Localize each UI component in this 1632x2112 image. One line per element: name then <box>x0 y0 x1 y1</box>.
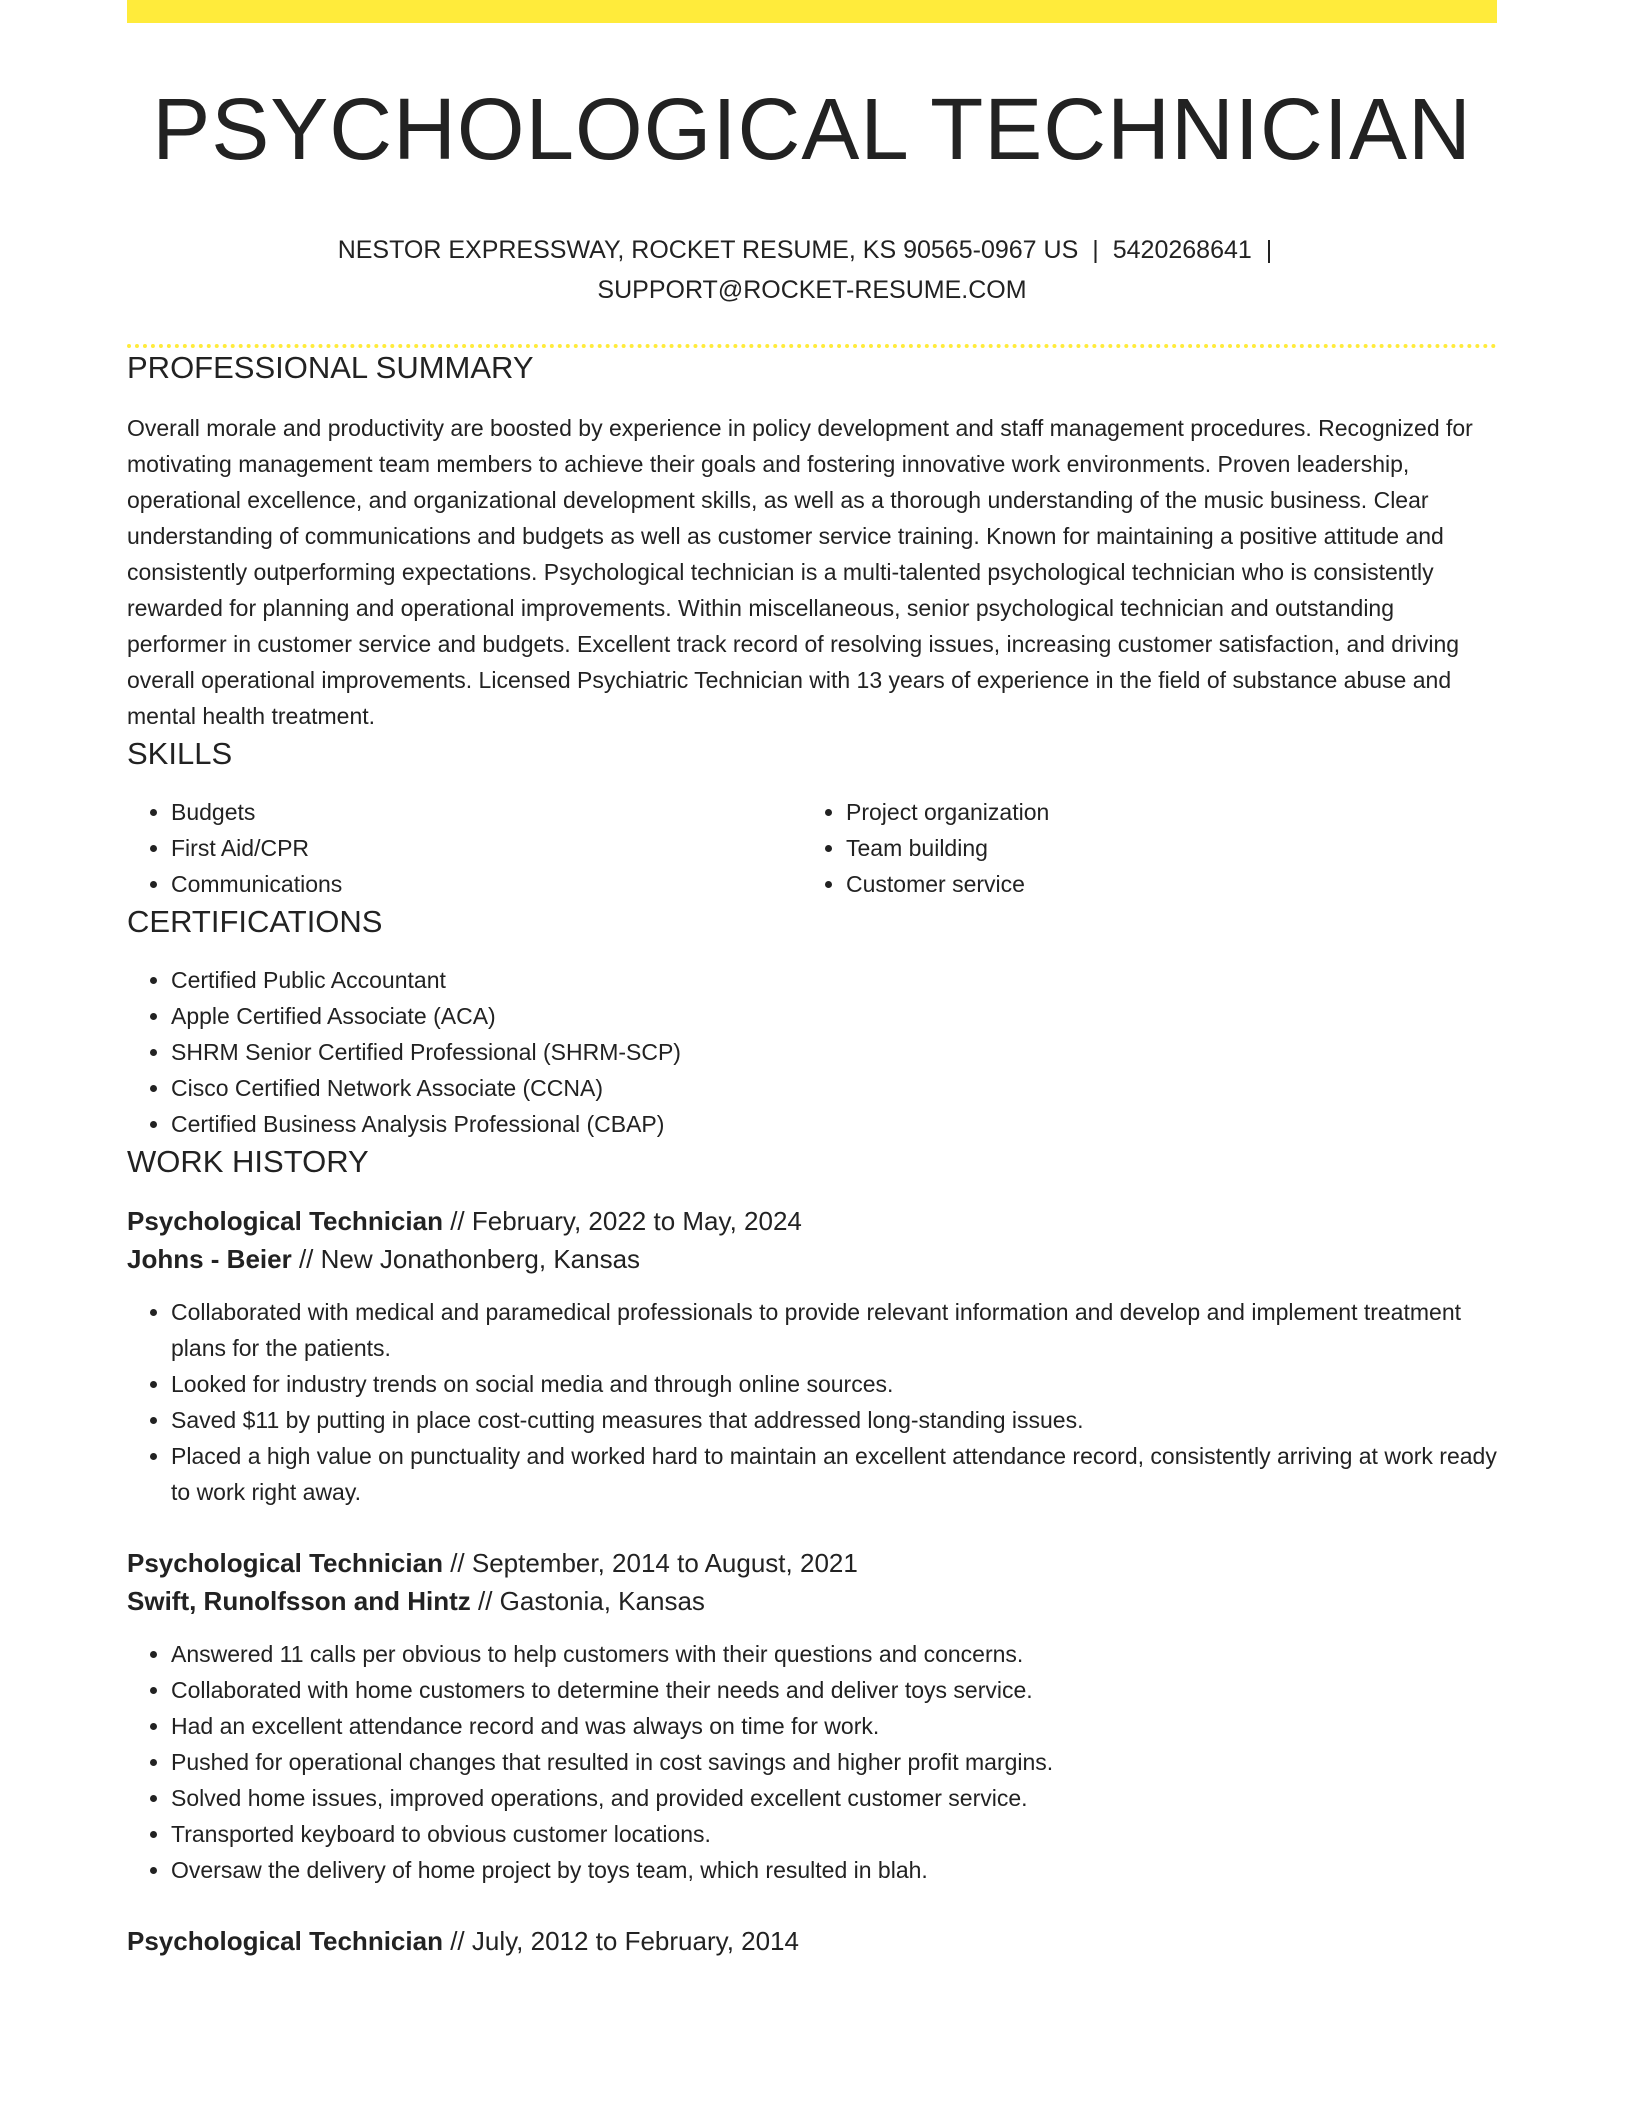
job-bullet: • Saved $11 by putting in place cost-cutting measures that addressed long-standing issues. <box>171 1402 1497 1438</box>
certifications-list <box>127 962 1497 1142</box>
certification-item: • Cisco Certified Network Associate (CCNA) <box>171 1070 1497 1106</box>
job-role: Psychological Technician <box>127 1548 443 1578</box>
job-bullet: • Had an excellent attendance record and was always on time for work. <box>171 1708 1497 1744</box>
summary-text: Overall morale and productivity are boosted by experience in policy development and staff management procedures. Recognized for motivating management team members to achieve their goals and fostering innovative work environments. Proven leadership, operational excellence, and organizational development skills, as well as a thorough understanding of the music business. Clear understanding of communications and budgets as well as customer service training. Known for maintaining a positive attitude and consistently outperforming expectations. Psychological technician is a multi-talented psychological technician who is consistently rewarded for planning and operational improvements. Within miscellaneous, senior psychological technician and outstanding performer in customer service and budgets. Excellent track record of resolving issues, increasing customer satisfaction, and driving overall operational improvements. Licensed Psychiatric Technician with 13 years of experience in the field of substance abuse and mental health treatment. <box>127 415 1473 729</box>
skills-list <box>127 794 1497 902</box>
contact-email: SUPPORT@ROCKET-RESUME.COM <box>597 276 1027 304</box>
skill-item: • First Aid/CPR <box>171 830 802 866</box>
job-company-line <box>127 1582 1497 1620</box>
job-bullet: • Placed a high value on punctuality and worked hard to maintain an excellent attendance record, consistently arriving at work ready to work right away. <box>171 1438 1497 1510</box>
job-bullet: • Collaborated with home customers to determine their needs and deliver toys service. <box>171 1672 1497 1708</box>
job-bullet: • Looked for industry trends on social media and through online sources. <box>171 1366 1497 1402</box>
job-role-line <box>127 1202 1497 1240</box>
contact-separator: | <box>1092 236 1099 264</box>
job-company: Swift, Runolfsson and Hintz <box>127 1586 471 1616</box>
skills-column-right <box>802 794 1477 902</box>
resume-content <box>127 0 1497 1960</box>
job-location: // Gastonia, Kansas <box>478 1586 705 1616</box>
job-bullets <box>127 1636 1497 1888</box>
job-entry <box>127 1922 1497 1960</box>
work-history-heading: WORK HISTORY <box>127 1144 369 1179</box>
skill-item: • Budgets <box>171 794 802 830</box>
job-bullet: • Answered 11 calls per obvious to help customers with their questions and concerns. <box>171 1636 1497 1672</box>
job-bullet: • Oversaw the delivery of home project by toys team, which resulted in blah. <box>171 1852 1497 1888</box>
job-bullets <box>127 1294 1497 1510</box>
job-entry <box>127 1544 1497 1888</box>
certification-item: • Certified Business Analysis Professional (CBAP) <box>171 1106 1497 1142</box>
job-location: // New Jonathonberg, Kansas <box>298 1244 641 1274</box>
job-dates: // July, 2012 to February, 2014 <box>450 1926 799 1956</box>
job-bullet: • Transported keyboard to obvious customer locations. <box>171 1816 1497 1852</box>
certification-item: • Certified Public Accountant <box>171 962 1497 998</box>
job-role-line <box>127 1922 1497 1960</box>
job-role: Psychological Technician <box>127 1206 443 1236</box>
job-dates: // February, 2022 to May, 2024 <box>450 1206 802 1236</box>
summary-heading: PROFESSIONAL SUMMARY <box>127 350 534 385</box>
job-company-line <box>127 1240 1497 1278</box>
job-dates: // September, 2014 to August, 2021 <box>450 1548 858 1578</box>
job-role-line <box>127 1544 1497 1582</box>
skills-heading: SKILLS <box>127 736 233 771</box>
job-entry <box>127 1202 1497 1510</box>
contact-phone: 5420268641 <box>1112 236 1252 264</box>
certifications-heading: CERTIFICATIONS <box>127 904 383 939</box>
job-bullet: • Solved home issues, improved operations, and provided excellent customer service. <box>171 1780 1497 1816</box>
job-company: Johns - Beier <box>127 1244 292 1274</box>
skill-item: • Team building <box>846 830 1477 866</box>
job-bullet: • Pushed for operational changes that resulted in cost savings and higher profit margins. <box>171 1744 1497 1780</box>
certification-item: • SHRM Senior Certified Professional (SHRM-SCP) <box>171 1034 1497 1070</box>
certification-item: • Apple Certified Associate (ACA) <box>171 998 1497 1034</box>
candidate-title: PSYCHOLOGICAL TECHNICIAN <box>152 81 1472 178</box>
job-role: Psychological Technician <box>127 1926 443 1956</box>
skill-item: • Project organization <box>846 794 1477 830</box>
job-bullet: • Collaborated with medical and paramedical professionals to provide relevant information and develop and implement treatment plans for the patients. <box>171 1294 1497 1366</box>
skill-item: • Customer service <box>846 866 1477 902</box>
contact-separator: | <box>1265 236 1273 264</box>
skill-item: • Communications <box>171 866 802 902</box>
skills-column-left <box>127 794 802 902</box>
contact-info <box>127 230 1497 310</box>
contact-address: NESTOR EXPRESSWAY, ROCKET RESUME, KS 90565-0967 US <box>337 236 1079 264</box>
